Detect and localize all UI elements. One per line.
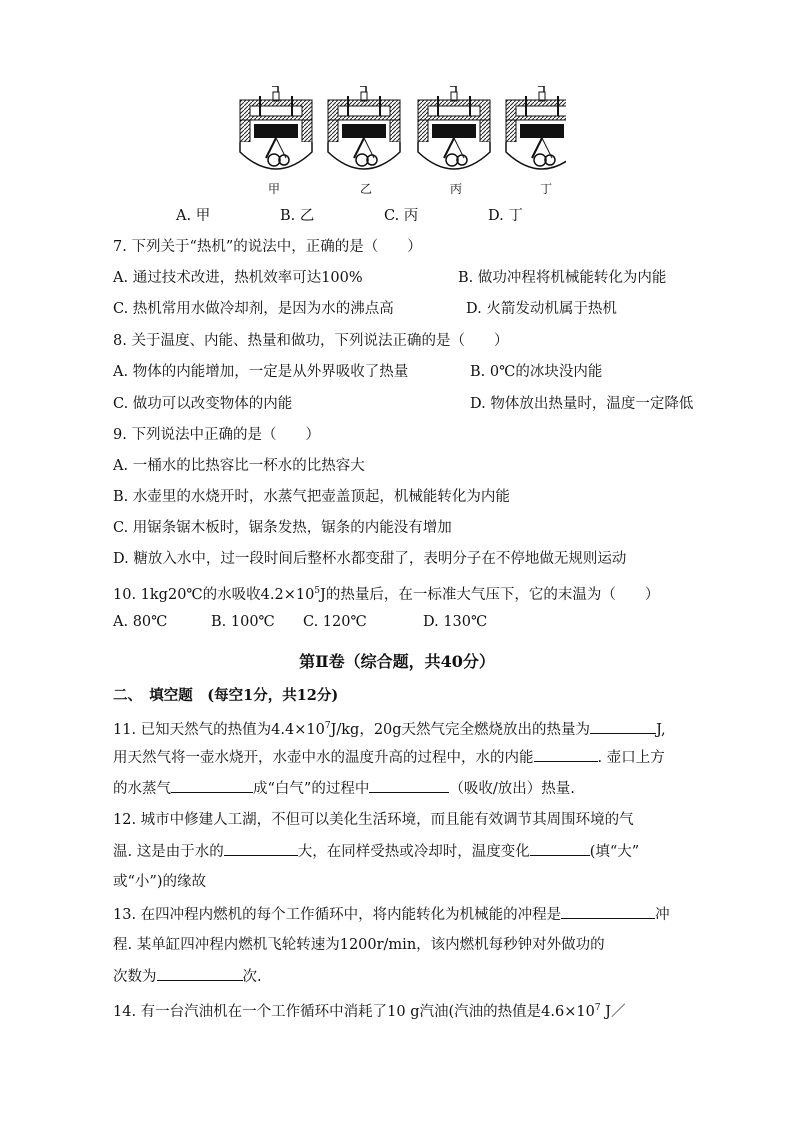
q12-l2-post: (填“大”: [589, 844, 640, 860]
q14-l1-post: J／: [600, 1003, 626, 1020]
part2-heading: 第Ⅱ卷（综合题，共40分）: [299, 652, 495, 671]
q8-option-d[interactable]: D. 物体放出热量时，温度一定降低: [470, 396, 694, 412]
q13-l3-pre: 次数为: [113, 969, 157, 985]
q13-blank-1[interactable]: [561, 904, 655, 919]
q7-option-a[interactable]: A. 通过技术改进，热机效率可达100%: [113, 270, 363, 286]
q12-l2-mid: 大，在同样受热或冷却时，温度变化: [297, 844, 530, 860]
q10-option-d[interactable]: D. 130℃: [423, 614, 488, 630]
q11-l3-pre: 的水蒸气: [113, 781, 171, 797]
q9-option-b[interactable]: B. 水壶里的水烧开时，水蒸气把壶盖顶起，机械能转化为内能: [113, 489, 510, 505]
q14-l1-pre: 14. 有一台汽油机在一个工作循环中消耗了10 g汽油(汽油的热值是4.6×10: [113, 1003, 595, 1020]
q11-line2: [113, 747, 665, 768]
q12-line2: [113, 841, 639, 862]
q11-blank-1[interactable]: [590, 719, 656, 734]
q11-l1-post: J,: [656, 721, 666, 738]
q11-l3-post: （吸收/放出）热量.: [449, 781, 575, 797]
q10-stem: [113, 581, 659, 605]
q14-l1-sup: 7: [594, 1003, 601, 1013]
q13-l1-pre: 13. 在四冲程内燃机的每个工作循环中，将内能转化为机械能的冲程是: [113, 907, 562, 923]
engine-ding: [506, 86, 566, 169]
q12-line3: 或“小”)的缘故: [113, 874, 206, 890]
engine-jia: [240, 86, 312, 169]
q12-l2-pre: 温. 这是由于水的: [113, 844, 224, 860]
q11-line1: [113, 716, 666, 740]
caption-yi: 乙: [360, 182, 373, 196]
caption-ding: 丁: [540, 182, 553, 196]
q11-l2-pre: 用天然气将一壶水烧开，水壶中水的温度升高的过程中，水的内能: [113, 750, 534, 766]
caption-bing: 丙: [450, 182, 463, 196]
section2-title: 二、 填空题 (每空1分，共12分): [113, 687, 339, 704]
q11-l2-post: . 壶口上方: [597, 750, 665, 766]
q7-option-b[interactable]: B. 做功冲程将机械能转化为内能: [458, 270, 667, 286]
q9-option-d[interactable]: D. 糖放入水中，过一段时间后整杯水都变甜了，表明分子在不停地做无规则运动: [113, 551, 627, 567]
q10-stem-post: J的热量后，在一标准大气压下，它的末温为（ ）: [320, 586, 660, 603]
q6-option-a[interactable]: A. 甲: [176, 208, 211, 224]
q10-option-a[interactable]: A. 80℃: [113, 614, 168, 630]
caption-jia: 甲: [268, 182, 281, 196]
q10-stem-pre: 10. 1kg20℃的水吸收4.2×10: [113, 586, 315, 603]
q10-option-c[interactable]: C. 120℃: [303, 614, 367, 630]
q8-option-c[interactable]: C. 做功可以改变物体的内能: [113, 396, 293, 412]
q13-line3: [113, 966, 262, 987]
q9-option-a[interactable]: A. 一桶水的比热容比一杯水的比热容大: [113, 458, 365, 474]
q11-blank-2[interactable]: [534, 747, 598, 762]
q11-l3-mid: 成“白气”的过程中: [253, 781, 370, 797]
q10-options: [113, 612, 487, 632]
q11-l1-mid: J/kg，20g天然气完全燃烧放出的热量为: [330, 721, 591, 738]
q7-option-d[interactable]: D. 火箭发动机属于热机: [466, 301, 617, 317]
q11-line3: [113, 778, 575, 799]
q12-line1: 12. 城市中修建人工湖，不但可以美化生活环境，而且能有效调节其周围环境的气: [113, 812, 634, 828]
q8-option-b[interactable]: B. 0℃的冰块没内能: [470, 364, 603, 380]
q7-stem: 7. 下列关于“热机”的说法中，正确的是（ ）: [113, 239, 422, 255]
q13-line2: 程. 某单缸四冲程内燃机飞轮转速为1200r/min，该内燃机每秒钟对外做功的: [113, 937, 605, 953]
q10-stem-sup: 5: [314, 586, 321, 596]
engine-strokes-figure: [236, 86, 566, 182]
q6-option-c[interactable]: C. 丙: [384, 208, 419, 224]
q13-l1-post: 冲: [655, 907, 670, 923]
q11-l1-pre: 11. 已知天然气的热值为4.4×10: [113, 721, 325, 738]
q12-blank-1[interactable]: [224, 841, 298, 856]
engine-yi: [328, 86, 400, 169]
engine-diagram-set: [236, 86, 566, 178]
q9-option-c[interactable]: C. 用锯条锯木板时，锯条发热，锯条的内能没有增加: [113, 520, 452, 536]
q6-option-d[interactable]: D. 丁: [488, 208, 523, 224]
q9-stem: 9. 下列说法中正确的是（ ）: [113, 427, 320, 443]
q8-stem: 8. 关于温度、内能、热量和做功，下列说法正确的是（ ）: [113, 333, 509, 349]
q11-blank-4[interactable]: [369, 778, 449, 793]
q10-option-b[interactable]: B. 100℃: [211, 614, 275, 630]
q8-option-a[interactable]: A. 物体的内能增加，一定是从外界吸收了热量: [113, 364, 409, 380]
q12-blank-2[interactable]: [530, 841, 590, 856]
q6-option-b[interactable]: B. 乙: [280, 208, 315, 224]
q7-option-c[interactable]: C. 热机常用水做冷却剂，是因为水的沸点高: [113, 301, 394, 317]
q13-l3-post: 次.: [242, 969, 262, 985]
q14-line1: [113, 998, 625, 1022]
q11-blank-3[interactable]: [171, 778, 253, 793]
q6-options: [176, 206, 523, 226]
engine-bing: [418, 86, 490, 169]
q13-line1: [113, 904, 670, 925]
q11-l1-sup: 7: [324, 721, 331, 731]
q13-blank-2[interactable]: [157, 966, 243, 981]
